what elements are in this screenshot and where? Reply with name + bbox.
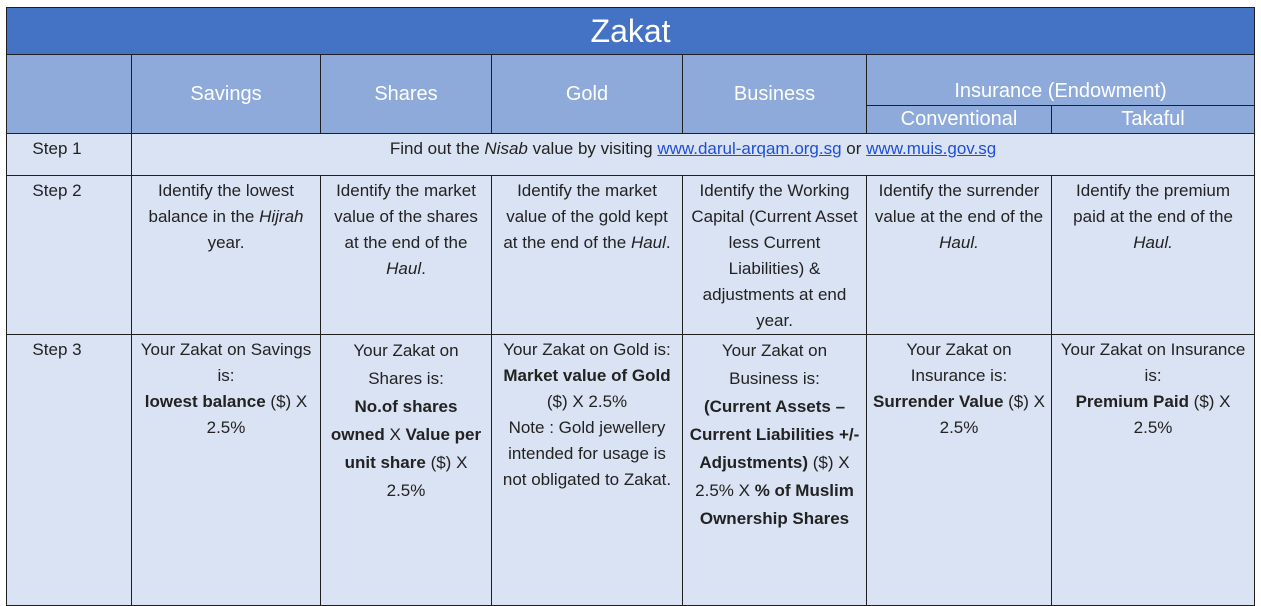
cell-text: Your Zakat on Gold is: <box>503 340 671 359</box>
table-row-step2 <box>7 176 1255 335</box>
step3-gold-cell <box>492 335 683 606</box>
step1-text-prefix: Find out the <box>389 139 485 158</box>
cell-text: . <box>665 233 671 252</box>
cell-text: X <box>384 425 406 444</box>
cell-text: Identify the market value of the shares at the end of the <box>334 181 478 252</box>
cell-text: ($) X 2.5% <box>939 392 1045 437</box>
step1-instruction <box>132 134 1255 176</box>
cell-text: year. <box>207 233 245 252</box>
cell-italic-term: Hijrah <box>259 207 304 226</box>
step3-conventional-cell <box>867 335 1052 606</box>
cell-text: Your Zakat on Insurance is: <box>1060 340 1246 385</box>
muis-link[interactable]: www.muis.gov.sg <box>866 139 997 158</box>
step3-shares-cell <box>321 335 492 606</box>
table-row-step3 <box>7 335 1255 606</box>
step-label: Step 2 <box>7 176 132 335</box>
gold-note: Note : Gold jewellery intended for usage is not obligated to Zakat. <box>502 418 672 489</box>
cell-bold-term: No.of shares owned <box>330 397 458 444</box>
header-empty-cell <box>7 55 132 134</box>
cell-text: Your Zakat on Insurance is: <box>906 340 1012 385</box>
cell-text: . <box>421 259 426 278</box>
table-title: Zakat <box>7 8 1255 55</box>
table-row-step1 <box>7 134 1255 176</box>
cell-text: Identify the market value of the gold kept at the end of the <box>503 181 668 252</box>
cell-italic-term: Haul. <box>1133 233 1173 252</box>
step1-text-or: or <box>841 139 867 158</box>
header-business: Business <box>683 55 867 134</box>
header-insurance: Insurance (Endowment) <box>867 55 1255 106</box>
cell-bold-term: % of Muslim Ownership Shares <box>699 481 854 528</box>
cell-text: ($) X 2.5% <box>546 392 628 411</box>
cell-bold-term: Market value of Gold <box>503 366 671 385</box>
header-takaful: Takaful <box>1052 106 1255 134</box>
nisab-term: Nisab <box>484 139 528 158</box>
cell-text: Your Zakat on Shares is: <box>353 341 459 388</box>
step-label: Step 1 <box>7 134 132 176</box>
cell-italic-term: Haul <box>630 233 666 252</box>
cell-text: Your Zakat on Savings is: <box>140 340 312 385</box>
cell-text: Identify the premium paid at the end of the <box>1073 181 1233 226</box>
step3-business-cell <box>683 335 867 606</box>
cell-text: Your Zakat on Business is: <box>721 341 828 388</box>
step2-conventional-cell <box>867 176 1052 335</box>
cell-bold-term: lowest balance <box>144 392 266 411</box>
header-conventional: Conventional <box>867 106 1052 134</box>
cell-italic-term: Haul. <box>939 233 979 252</box>
zakat-table <box>6 7 1255 606</box>
step2-takaful-cell <box>1052 176 1255 335</box>
step-label: Step 3 <box>7 335 132 606</box>
cell-italic-term: Haul <box>386 259 422 278</box>
step2-gold-cell <box>492 176 683 335</box>
darul-arqam-link[interactable]: www.darul-arqam.org.sg <box>657 139 842 158</box>
step1-text-mid: value by visiting <box>527 139 658 158</box>
step2-business-cell: Identify the Working Capital (Current Asset less Current Liabilities) & adjustments at end year. <box>683 176 867 335</box>
cell-bold-term: Premium Paid <box>1075 392 1189 411</box>
step2-savings-cell <box>132 176 321 335</box>
header-gold: Gold <box>492 55 683 134</box>
cell-text: ($) X 2.5% <box>206 392 308 437</box>
header-savings: Savings <box>132 55 321 134</box>
header-shares: Shares <box>321 55 492 134</box>
zakat-table-container <box>6 7 1254 606</box>
step2-shares-cell <box>321 176 492 335</box>
cell-bold-term: Surrender Value <box>873 392 1004 411</box>
cell-text: ($) X 2.5% X <box>695 453 850 500</box>
cell-text: ($) X 2.5% <box>1133 392 1231 437</box>
step3-takaful-cell <box>1052 335 1255 606</box>
cell-bold-term: (Current Assets – Current Liabilities +/-Adjustments) <box>689 397 860 472</box>
cell-text: ($) X 2.5% <box>386 453 468 500</box>
cell-text: Identify the lowest balance in the <box>148 181 295 226</box>
step3-savings-cell <box>132 335 321 606</box>
cell-text: Identify the surrender value at the end of the <box>874 181 1044 226</box>
cell-bold-term: Value per unit share <box>344 425 482 472</box>
